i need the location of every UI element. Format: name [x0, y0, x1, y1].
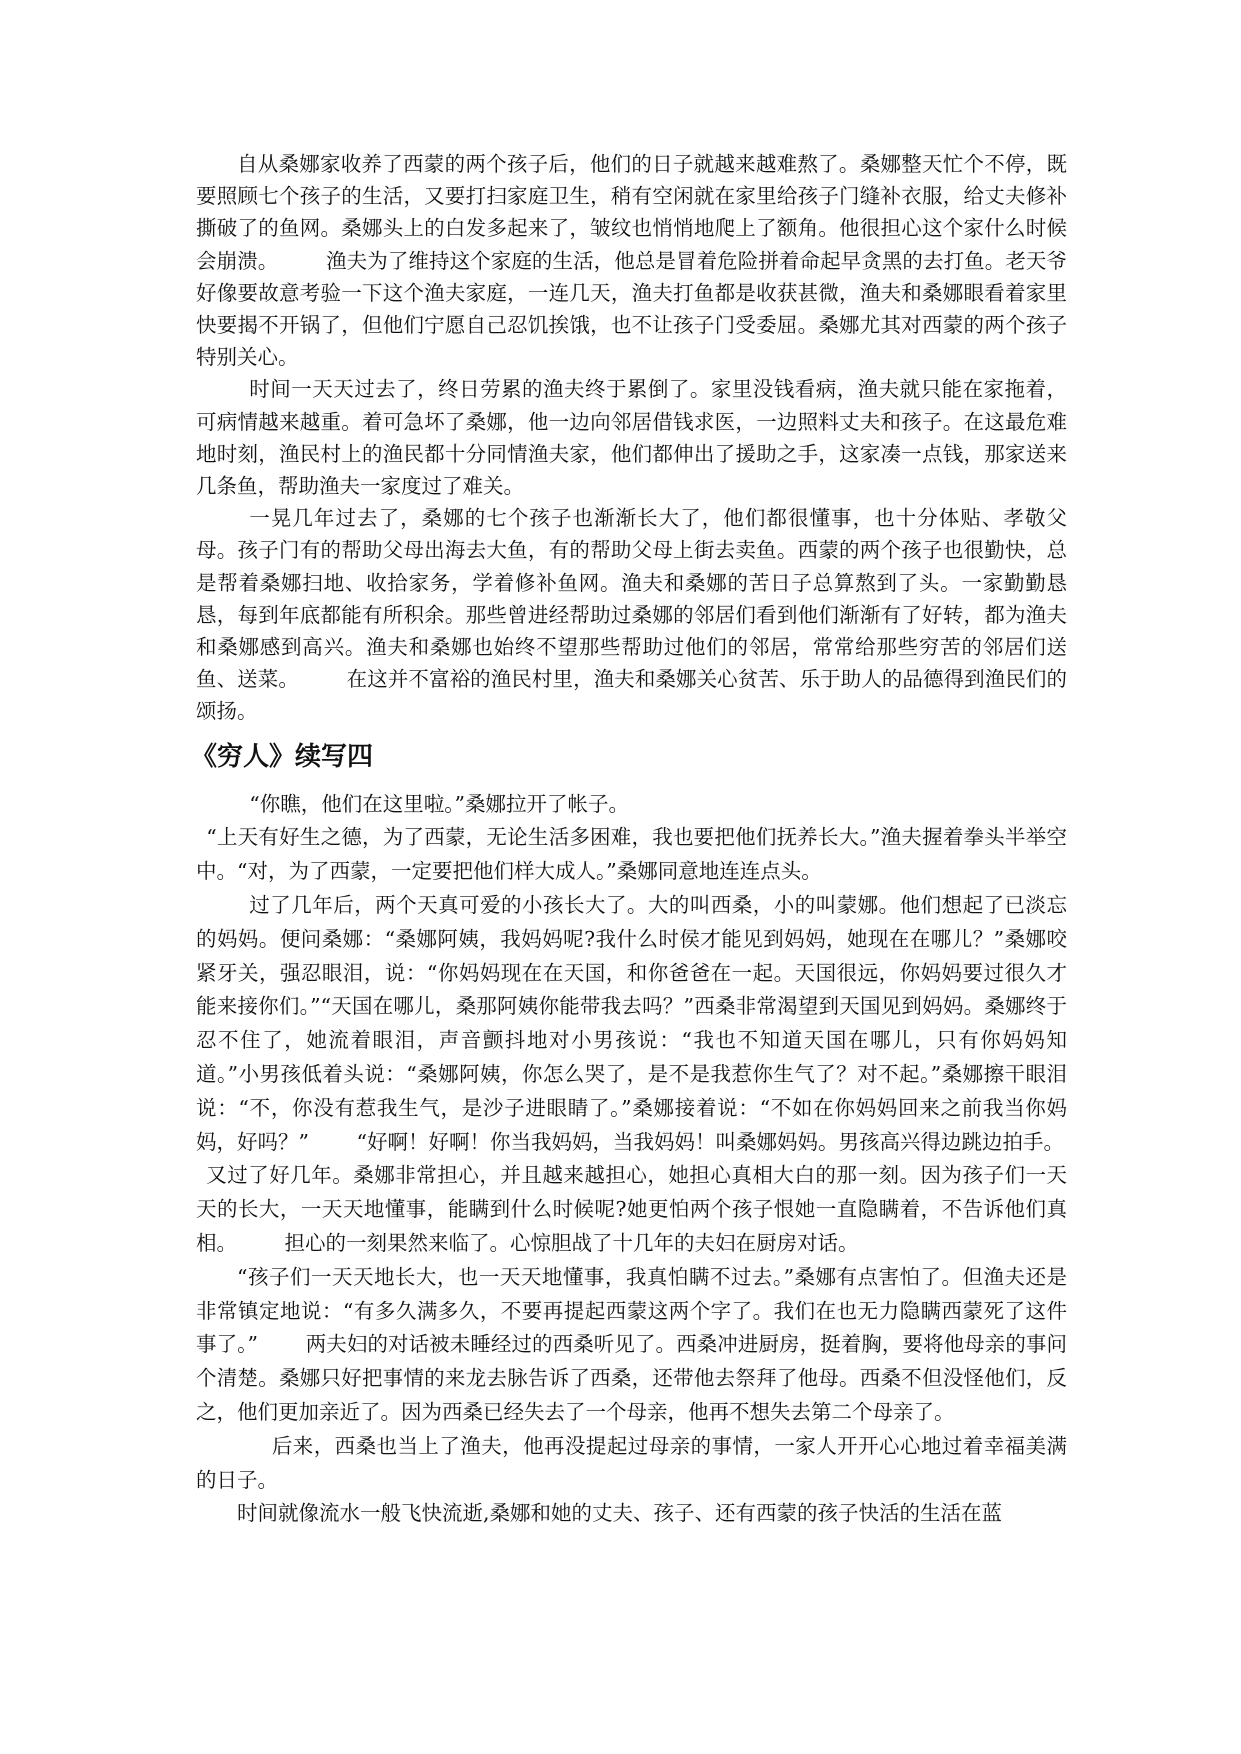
paragraph: “孩子们一天天地长大，也一天天地懂事，我真怕瞒不过去。”桑娜有点害怕了。但渔夫还是非常镇定地说：“有多久满多久，不要再提起西蒙这两个字了。我们在也无力隐瞒西蒙死了这件事了。” 两夫妇的对话被未睡经过的西桑听见了。西桑冲进厨房，挺着胸，要将他母亲的事问个清楚。桑娜只好把事情的来龙去脉告诉了西桑，还带他去祭拜了他母。西桑不但没怪他们，反之，他们更加亲近了。因为西桑已经失去了一个母亲，他再不想失去第二个母亲了。	[196, 1264, 1067, 1424]
section-heading: 《穷人》续写四	[191, 741, 374, 772]
story-continuation-section	[196, 148, 1067, 728]
paragraph: “上天有好生之德，为了西蒙，无论生活多困难，我也要把他们抚养长大。”渔夫握着拳头半举空中。“对，为了西蒙，一定要把他们样大成人。”桑娜同意地连连点头。	[196, 825, 1067, 884]
paragraph: 时间一天天过去了，终日劳累的渔夫终于累倒了。家里没钱看病，渔夫就只能在家拖着，可病情越来越重。着可急坏了桑娜，他一边向邻居借钱求医，一边照料丈夫和孩子。在这最危难地时刻，渔民村上的渔民都十分同情渔夫家，他们都伸出了援助之手，这家凑一点钱，那家送来几条鱼，帮助渔夫一家度过了难关。	[196, 377, 1067, 499]
paragraph: 又过了好几年。桑娜非常担心，并且越来越担心，她担心真相大白的那一刻。因为孩子们一天天的长大，一天天地懂事，能瞒到什么时候呢?她更怕两个孩子恨她一直隐瞒着，不告诉他们真相。 担心的一刻果然来临了。心惊胆战了十几年的夫妇在厨房对话。	[196, 1163, 1067, 1256]
paragraph: 时间就像流水一般飞快流逝,桑娜和她的丈夫、孩子、还有西蒙的孩子快活的生活在蓝	[237, 1501, 1003, 1526]
paragraph: 一晃几年过去了，桑娜的七个孩子也渐渐长大了，他们都很懂事，也十分体贴、孝敬父母。孩子门有的帮助父母出海去大鱼，有的帮助父母上街去卖鱼。西蒙的两个孩子也很勤快，总是帮着桑娜扫地、收拾家务，学着修补鱼网。渔夫和桑娜的苦日子总算熬到了头。一家勤勤恳恳，每到年底都能有所积余。那些曾进经帮助过桑娜的邻居们看到他们渐渐有了好转，都为渔夫和桑娜感到高兴。渔夫和桑娜也始终不望那些帮助过他们的邻居，常常给那些穷苦的邻居们送鱼、送菜。 在这并不富裕的渔民村里，渔夫和桑娜关心贫苦、乐于助人的品德得到渔民们的颂扬。	[196, 506, 1067, 724]
paragraph: “你瞧，他们在这里啦。”桑娜拉开了帐子。	[249, 791, 630, 816]
paragraph: 自从桑娜家收养了西蒙的两个孩子后，他们的日子就越来越难熬了。桑娜整天忙个不停，既要照顾七个孩子的生活，又要打扫家庭卫生，稍有空闲就在家里给孩子门缝补衣服，给丈夫修补撕破了的鱼网。桑娜头上的白发多起来了，皱纹也悄悄地爬上了额角。他很担心这个家什么时候会崩溃。 渔夫为了维持这个家庭的生活，他总是冒着危险拼着命起早贪黑的去打鱼。老天爷好像要故意考验一下这个渔夫家庭，一连几天，渔夫打鱼都是收获甚微，渔夫和桑娜眼看着家里快要揭不开锅了，但他们宁愿自己忍饥挨饿，也不让孩子门受委屈。桑娜尤其对西蒙的两个孩子特别关心。	[196, 152, 1067, 370]
paragraph: 过了几年后，两个天真可爱的小孩长大了。大的叫西桑，小的叫蒙娜。他们想起了已淡忘的妈妈。便问桑娜：“桑娜阿姨，我妈妈呢?我什么时侯才能见到妈妈，她现在在哪儿？”桑娜咬紧牙关，强忍眼泪，说：“你妈妈现在在天国，和你爸爸在一起。天国很远，你妈妈要过很久才能来接你们。”“天国在哪儿，桑那阿姨你能带我去吗？”西桑非常渴望到天国见到妈妈。桑娜终于忍不住了，她流着眼泪，声音颤抖地对小男孩说：“我也不知道天国在哪儿，只有你妈妈知道。”小男孩低着头说：“桑娜阿姨，你怎么哭了，是不是我惹你生气了？对不起。”桑娜擦干眼泪说：“不，你没有惹我生气，是沙子进眼睛了。”桑娜接着说：“不如在你妈妈回来之前我当你妈妈，好吗？” “好啊！好啊！你当我妈妈，当我妈妈！叫桑娜妈妈。男孩高兴得边跳边拍手。	[196, 893, 1067, 1154]
story-continuation-four-section	[196, 788, 1067, 1532]
document-page	[191, 148, 1067, 1531]
paragraph: 后来，西桑也当上了渔夫，他再没提起过母亲的事情，一家人开开心心地过着幸福美满的日子。	[196, 1433, 1067, 1492]
